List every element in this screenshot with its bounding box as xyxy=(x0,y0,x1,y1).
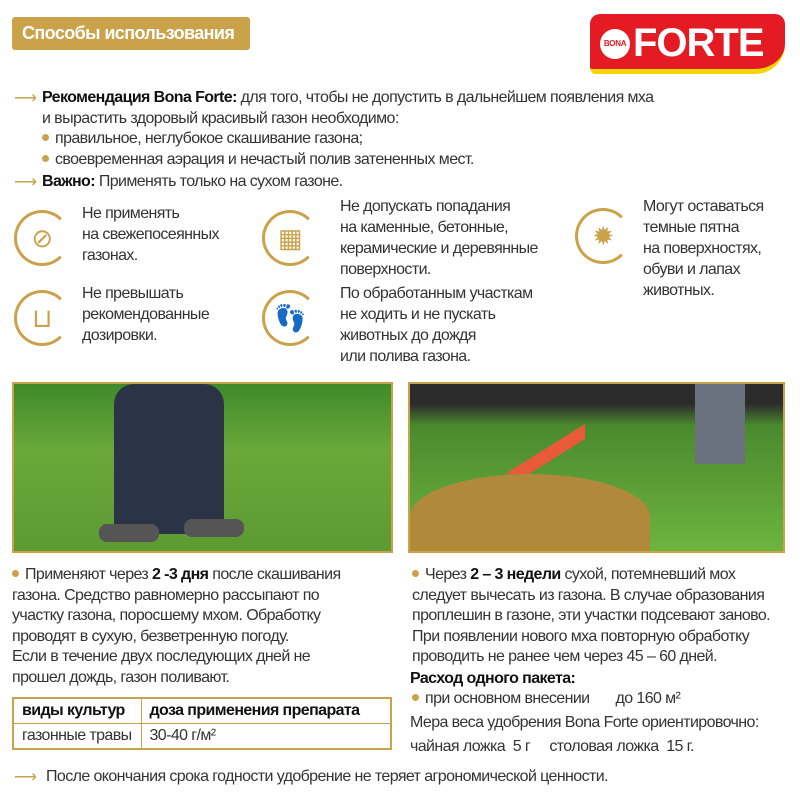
consumption-item: при основном внесении до 160 м² xyxy=(412,690,680,708)
photo-spreading-fertilizer xyxy=(12,382,393,553)
arrow-icon: ⟶ xyxy=(14,174,37,191)
bullet-item: правильное, неглубокое скашивание газона; xyxy=(42,129,363,149)
spoon-measures: чайная ложка 5 г столовая ложка 15 г. xyxy=(410,738,694,755)
table-row xyxy=(13,724,391,750)
bona-forte-logo: BONA FORTE xyxy=(590,14,785,74)
follow-up-instructions: Через 2 – 3 недели сухой, потемневший мох следует вычесать из газона. В случае образования проплешин в газоне, эти участки подсевают заново. При появлении нового мха повторную обработку проводить не ранее чем через 45 – 60 дней. xyxy=(412,566,771,665)
splash-icon: ✹ xyxy=(575,208,631,264)
consumption-title: Расход одного пакета: xyxy=(410,670,576,687)
table-cell: газонные травы xyxy=(13,724,141,750)
recommendation: Рекомендация Bona Forte: для того, чтобы не допустить в дальнейшем появления мха xyxy=(42,89,654,106)
measure-text: Мера веса удобрения Bona Forte ориентировочно: xyxy=(410,714,759,731)
measuring-cup-icon: ⊔ xyxy=(14,290,70,346)
bricks-icon: ▦ xyxy=(262,210,318,266)
arrow-icon: ⟶ xyxy=(14,90,37,107)
footprints-icon: 👣 xyxy=(262,290,318,346)
photo-raking-moss xyxy=(408,382,785,553)
warning-text: Не допускать попадания на каменные, бетонные, керамические и деревянные поверхности. xyxy=(340,198,538,278)
bullet-item: своевременная аэрация и нечастый полив затененных мест. xyxy=(42,150,474,170)
no-sprout-icon: ⊘ xyxy=(14,210,70,266)
warning-text: Не превышать рекомендованные дозировки. xyxy=(82,285,210,344)
table-header-row xyxy=(13,698,391,724)
footer-note: После окончания срока годности удобрение не теряет агрономической ценности. xyxy=(46,768,608,785)
table-header: доза применения препарата xyxy=(141,698,391,724)
section-title: Способы использования xyxy=(12,17,250,50)
table-cell: 30-40 г/м² xyxy=(141,724,391,750)
important-note: Важно: Применять только на сухом газоне. xyxy=(42,173,343,190)
application-instructions: Применяют через 2 -3 дня после скашивания газона. Средство равномерно рассыпают по участку газона, поросшему мхом. Обработку проводят в сухую, безветренную погоду. Если в течение двух последующих дней не прошел дождь, газон поливают. xyxy=(12,566,341,686)
table-header: виды культур xyxy=(13,698,141,724)
warning-text: По обработанным участкам не ходить и не пускать животных до дождя или полива газона. xyxy=(340,285,533,365)
recommendation-cont: и вырастить здоровый красивый газон необходимо: xyxy=(42,110,399,127)
arrow-icon: ⟶ xyxy=(14,769,37,786)
warning-text: Не применять на свежепосеянных газонах. xyxy=(82,205,219,264)
warning-text: Могут оставаться темные пятна на поверхностях, обуви и лапах животных. xyxy=(643,198,764,299)
dosage-table xyxy=(12,697,392,750)
